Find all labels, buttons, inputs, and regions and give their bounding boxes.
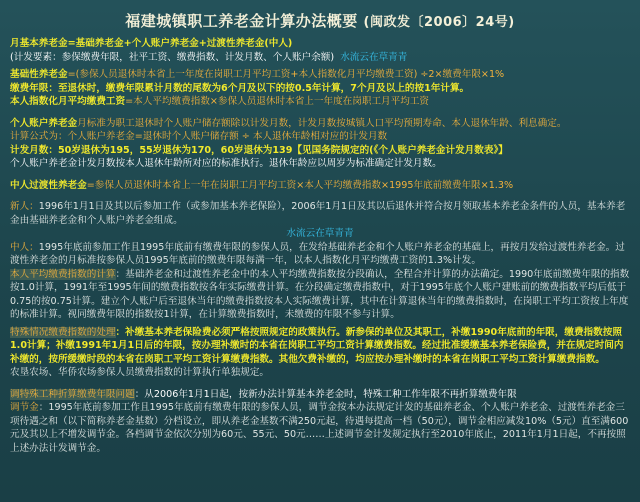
new-person-label: 新人： <box>10 201 39 212</box>
monthly-pension-note-text: (计发要素：参保缴费年限，社平工资、缴费指数、计发月数、个人账户余额) <box>10 51 335 63</box>
watermark-2: 水流云在草青青 <box>286 228 354 239</box>
new-person-desc <box>10 200 630 227</box>
new-person-text: 1996年1月1日及其以后参加工作（或参加基本养老保险），2006年1月1日及其以后退休并符合按月领取基本养老金条件的人员，基本养老金由基础养老金和个人账户养老金组成。 <box>10 201 626 226</box>
adjust-label: 调节金 <box>10 402 39 413</box>
avg-index-label: 本人平均缴费指数的计算 <box>10 268 116 280</box>
middle-person-text: 1995年底前参加工作且1995年底前有缴费年限的参保人员，在发给基础养老金和个人账户养老金的基础上，再按月发给过渡性养老金。过渡性养老金的月标准按参保人员1995年底前的缴费年限每满一年，以本人指数化月平均缴费工资的1.3%计发。 <box>10 241 625 266</box>
payout-months <box>10 144 630 158</box>
middle-person-label: 中人： <box>10 241 39 253</box>
special-work-text: ：从2006年1月1日起，按新办法计算基本养老金时，特殊工种工作年限不再折算缴费年限 <box>134 388 517 400</box>
monthly-pension-note <box>10 51 630 65</box>
years-paid-text: ：至退休时，缴费年限累计月数的尾数为6个月及以下的按0.5年计算，7个月及以上的按1年计算。 <box>48 82 470 94</box>
title-main: 福建城镇职工养老金计算办法概要 <box>125 12 358 30</box>
monthly-pension-formula <box>10 37 630 51</box>
special-work-desc <box>10 388 630 402</box>
base-pension-formula-text: =(参保人员退休时本省上一年度在岗职工月平均工资+本人指数化月平均缴费工资) ÷2×缴费年限×1% <box>67 69 505 80</box>
avg-index-desc <box>10 268 630 322</box>
special-case-tail-text: 农垦农场、华侨农场参保人员缴费指数的计算执行单独规定。 <box>10 367 270 378</box>
adjust-text: ：1995年底前参加工作且1995年底前有缴费年限的参保人员，调节金按本办法规定计发的基础养老金、个人账户养老金、过渡性养老金三项待遇之和（以下简称养老金基数）分档设立，即从养老金基数不满250元起，待遇每提高一档（50元），调节金相应减发10%（5元）直至满600元及其以上不增发调节金。各档调节金依次分别为60元、55元、50元……上述调节金计发规定执行至2010年底止，2011年1月1日起，不再按照上述办法计发调节金。 <box>10 402 629 454</box>
base-pension-formula <box>10 68 630 82</box>
title-suffix: (闽政发〔2006〕24号) <box>363 15 515 30</box>
page-title <box>10 10 630 31</box>
personal-account-formula-text: 计算公式为：个人账户养老金=退休时个人账户储存额 ÷ 本人退休年龄相对应的计发月数 <box>10 131 388 142</box>
transition-pension-formula-text: =参保人员退休时本省上一年在岗职工月平均工资×本人平均缴费指数×1995年底前缴费年限×1.3% <box>86 179 514 191</box>
indexed-wage-rule <box>10 95 630 109</box>
indexed-wage-label: 本人指数化月平均缴费工资 <box>10 96 126 107</box>
personal-account-desc <box>10 117 630 131</box>
personal-account-note-text: 个人账户养老金计发月数按本人退休年龄所对应的标准执行。退休年龄应以周岁为标准确定计发月数。 <box>10 158 442 169</box>
years-paid-label: 缴费年限 <box>10 82 49 94</box>
personal-account-label: 个人账户养老金 <box>10 117 78 129</box>
personal-account-formula <box>10 130 630 144</box>
avg-index-text: ：基础养老金和过渡性养老金中的本人平均缴费指数按分段确认，全程合并计算的办法确定。1990年底前缴费年限的指数按1.0计算，1991年至1995年间的缴费指数按各年实际缴费计算。在分段确定缴费指数中，对于1995年底个人账户建账前的缴费指数平均后低于0.75的按0.75计算。建立个人账户后至退休当年的缴费指数按本人实际缴费计算，其中在计算退休当年的缴费指数时，在岗职工平均工资按上年度的标准计算。视同缴费年限的指数按1计算，在计算缴费指数时，未缴费的年限不参与计算。 <box>10 268 630 320</box>
payout-months-text: ：50岁退休为195，55岁退休为170，60岁退休为139【见国务院规定的(《个人账户养老金计发月数表》】 <box>48 144 508 156</box>
indexed-wage-text: =本人平均缴费指数×参保人员退休时本省上一年度在岗职工月平均工资 <box>125 96 430 107</box>
personal-account-text1: 月标准为职工退休时个人账户储存额除以计发月数，计发月数按城镇人口平均预期寿命、本人退休年龄、利息确定。 <box>77 117 567 129</box>
adjust-desc <box>10 401 630 455</box>
special-case-tail <box>10 366 630 380</box>
years-paid-rule <box>10 82 630 96</box>
payout-months-label: 计发月数 <box>10 144 49 156</box>
transition-pension-formula <box>10 179 630 193</box>
special-case-label: 特殊情况缴费指数的处理 <box>10 326 116 338</box>
special-case-desc <box>10 326 630 367</box>
monthly-pension-label: 月基本养老金 <box>10 38 68 49</box>
watermark-1: 水流云在草青青 <box>340 51 408 63</box>
transition-pension-label: 中人过渡性养老金 <box>10 179 87 191</box>
watermark-row <box>10 227 630 241</box>
personal-account-note <box>10 157 630 171</box>
monthly-pension-formula-text: =基础养老金+个人账户养老金+过渡性养老金(中人) <box>67 38 293 49</box>
special-case-text: ：补缴基本养老保险费必须严格按照规定的政策执行。新参保的单位及其职工，补缴1990年底前的年限，缴费指数按照1.0计算；补缴1991年1月1日后的年限，按办理补缴时的本省在岗职工平均工资计算缴费指数。经过批准缓缴基本养老保险费，并在规定时间内补缴的，按所缓缴时段的本省在岗职工平均工资计算缴费指数。其他欠费补缴的，均应按办理补缴时的本省在岗职工平均工资计算缴费指数。 <box>10 326 624 365</box>
base-pension-label: 基础性养老金 <box>10 69 68 80</box>
special-work-label: 调特殊工种折算缴费年限问题 <box>10 388 135 400</box>
middle-person-desc <box>10 241 630 268</box>
